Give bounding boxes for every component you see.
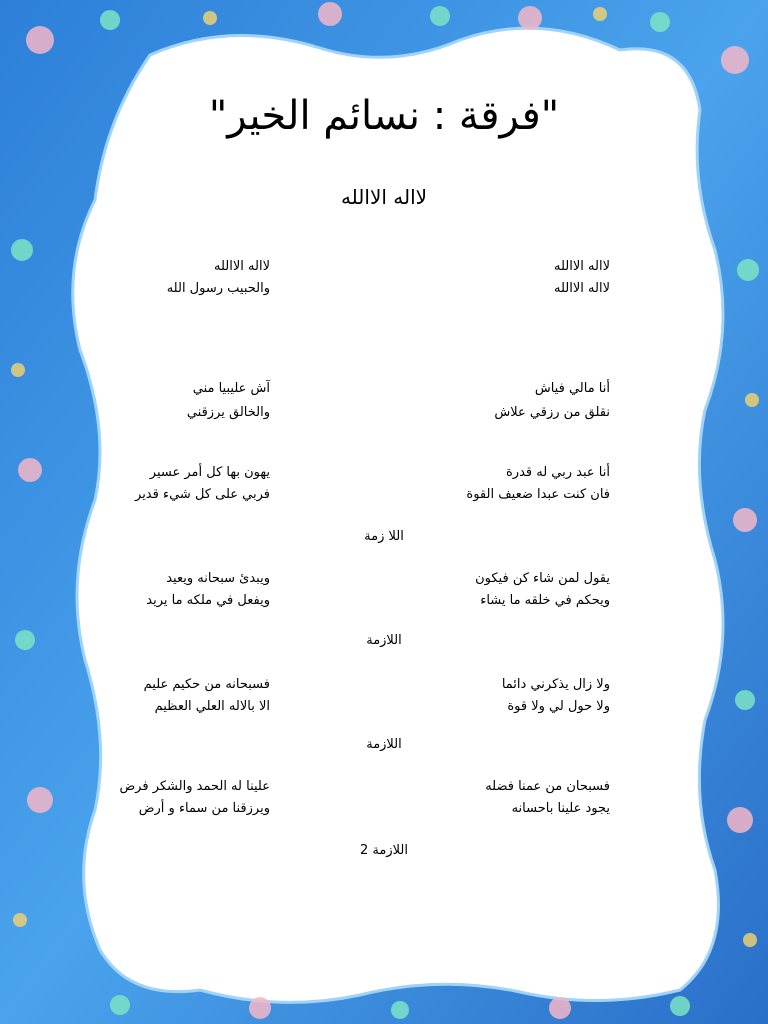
stanza-5-left-line-1: فسبحانه من حكيم عليم (143, 677, 270, 692)
chorus-label-4: اللازمة 2 (360, 843, 408, 858)
stanza-3-left-line-1: يهون بها كل أمر عسير (149, 465, 270, 480)
chorus-label-1: اللا زمة (364, 529, 404, 544)
chorus-label-2: اللازمة (366, 633, 402, 648)
chorus-label-3: اللازمة (366, 737, 402, 752)
stanza-5-right-line-2: ولا حول لي ولا قوة (507, 699, 610, 714)
stanza-2-left-line-1: آش عليبيا مني (192, 381, 270, 396)
stanza-2-right-line-1: أنا مالي فياش (534, 381, 610, 396)
stanza-1-left-line-1: لااله الاالله (214, 259, 270, 274)
stanza-6-right-line-1: فسبحان من عمنا فضله (485, 779, 610, 794)
stanza-4-right-line-2: ويحكم في خلقه ما يشاء (480, 593, 610, 608)
stanza-6-left-line-2: ويرزقنا من سماء و أرض (138, 801, 270, 816)
stanza-2-left-line-2: والخالق يرزقني (186, 405, 270, 420)
stanza-4-left-line-2: ويفعل في ملكه ما يريد (146, 593, 270, 608)
stanza-3-left-line-2: فربي على كل شيء قدير (135, 487, 270, 502)
song-title: لااله الاالله (340, 185, 428, 209)
stanza-3-right-line-1: أنا عبد ربي له قدرة (505, 465, 610, 480)
stanza-6-right-line-2: يجود علينا باحسانه (511, 801, 610, 816)
stanza-3-right-line-2: فان كنت عبدا ضعيف القوة (466, 487, 610, 502)
stanza-2-right-line-2: نقلق من رزقي علاش (494, 405, 610, 420)
stanza-5-left-line-2: الا بالاله العلي العظيم (154, 699, 270, 714)
stanza-6-left-line-1: علينا له الحمد والشكر فرض (119, 779, 270, 794)
stanza-4-left-line-1: ويبدئ سبحانه ويعيد (166, 571, 270, 586)
stanza-1-left-line-2: والحبيب رسول الله (166, 281, 270, 296)
stanza-5-right-line-1: ولا زال يذكرني دائما (501, 677, 610, 692)
stanza-1-right-line-2: لااله الاالله (554, 281, 610, 296)
page-title: "فرقة : نسائم الخير" (208, 93, 560, 139)
stanza-1-right-line-1: لااله الاالله (554, 259, 610, 274)
lyrics-page (110, 60, 658, 985)
stanza-4-right-line-1: يقول لمن شاء كن فيكون (475, 571, 610, 586)
